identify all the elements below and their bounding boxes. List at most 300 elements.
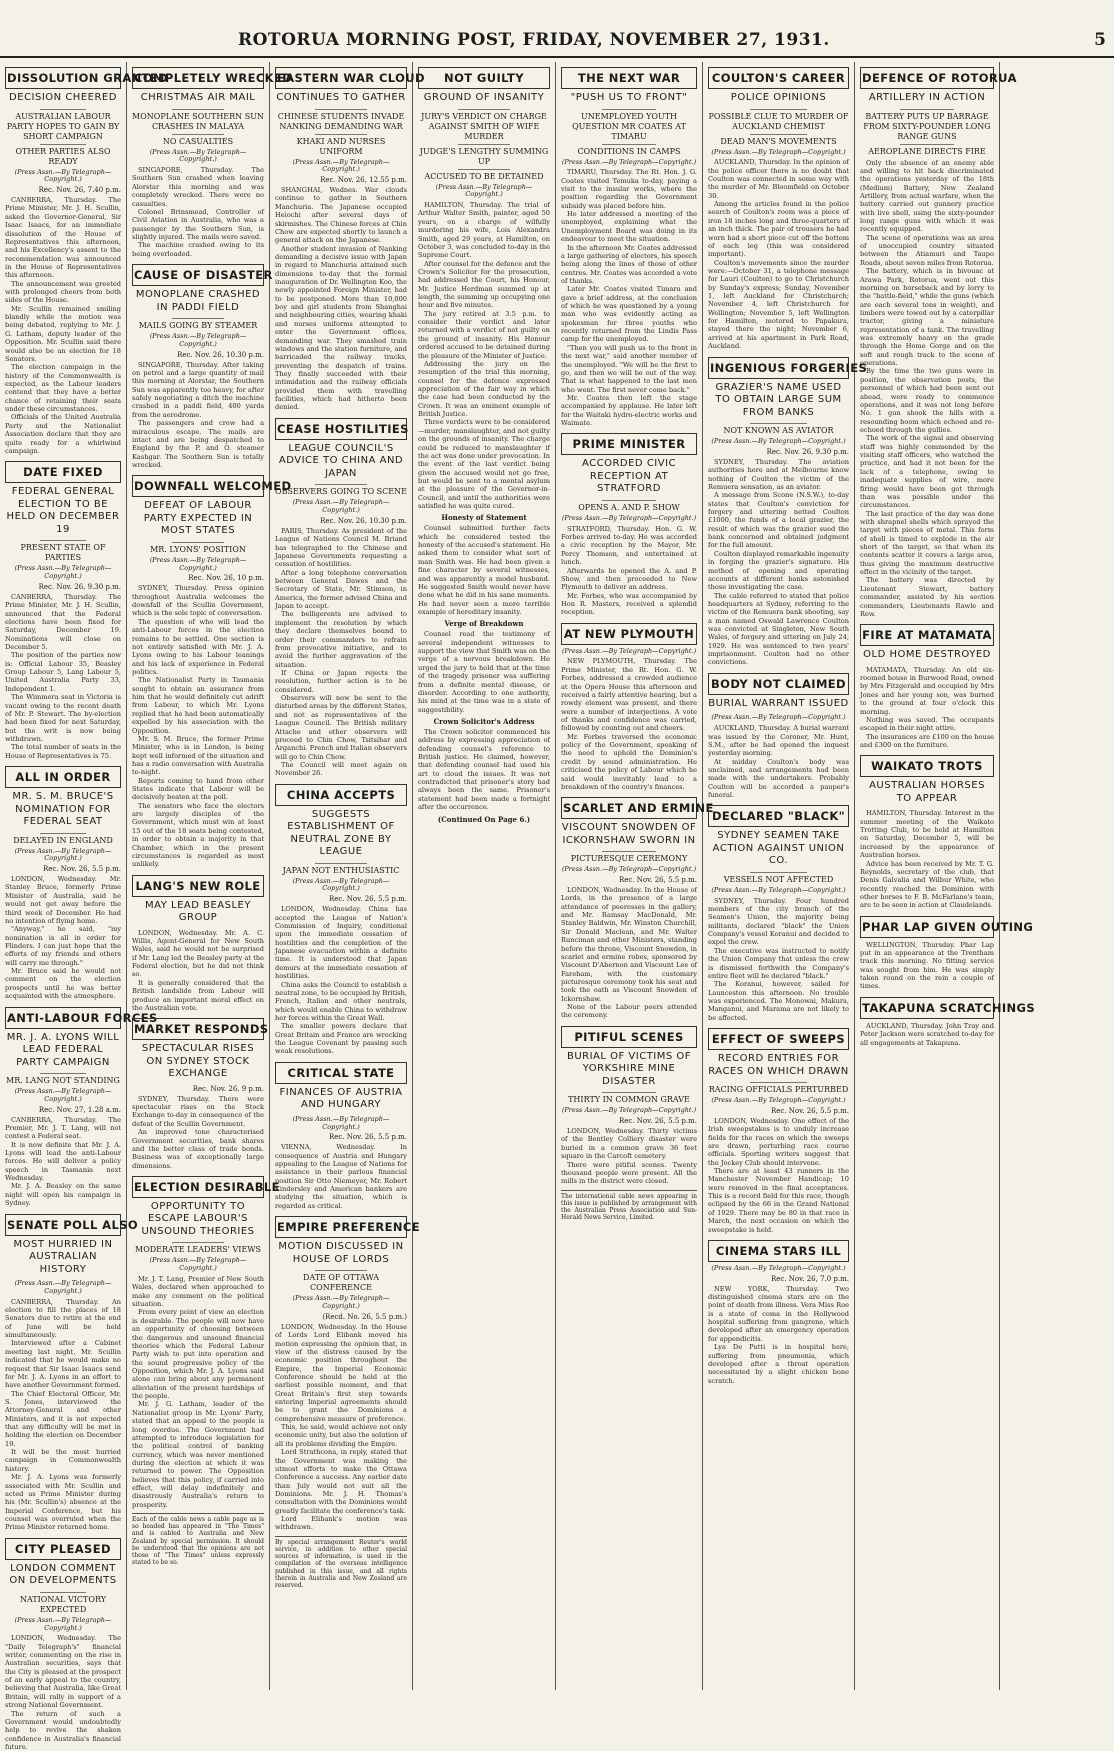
section-heading: Honesty of Statement <box>441 513 527 523</box>
article-paragraph: VIENNA, Wednesday. In consequence of Austria and Hungary appealing to the League of Nations for assistance in their parlous financial position Sir Otto Niemeyer, Mr. Robert Kindersley and American bankers are studying the situation, which is regarded as critical. <box>275 1143 407 1210</box>
subheading-divider <box>172 542 225 543</box>
article-paragraph: Officials of the United Australia Party and the Nationalist Association declare that they are quite ready for a whirlwind campaign. <box>5 413 121 455</box>
article-subheading: RACING OFFICIALS PERTURBED <box>708 1085 849 1095</box>
article-paragraph: AUCKLAND, Thursday. A burial warrant was issued by the Coroner, Mr. Hunt, S.M., after he had opened the inquest yesterday morning. <box>708 724 849 758</box>
received-dateline: Rec. Nov. 26, 7.0 p.m. <box>771 1274 849 1283</box>
received-dateline: Rec. Nov. 26, 5.5 p.m. <box>619 1117 697 1126</box>
article-paragraph: NEW YORK, Thursday. Two distinguished cinema stars are on the point of death from illness. Vera Miss Roe is a state of coma in the Hollywood hospital suffering from gangrene, which developed after an emergency operation for appendicitis. <box>708 1284 849 1343</box>
article <box>5 766 121 1000</box>
article-subheading: OLD HOME DESTROYED <box>863 649 991 661</box>
article <box>275 1062 407 1210</box>
article-subheading: SUGGESTS ESTABLISHMENT OF NEUTRAL ZONE BY LEAGUE <box>287 808 395 858</box>
article-paragraph: The question of who will lead the anti-Labour forces in the election remains to be settled. One section is not entirely satisfied with Mr. J. A. Lyons owing to his Labour leanings and his lack of experience in Federal politics. <box>132 617 264 676</box>
subheading-divider <box>315 109 368 110</box>
received-dateline: Rec. Nov. 26, 10.30 p.m. <box>320 516 407 525</box>
article-paragraph: LONDON, Wednesday. In the House of Lords, in the presence of a large attendance of peeresses in the gallery, and Mr. Ramsay MacDonald, Mr. Stanley Baldwin, Mr. Winston Churchill, Sir Donald Maclean, and Mr. Walter Runciman and other Ministers, standing before the throne, Viscount Snowden, in scarlet and ermine robes, sponsored by Viscount D'Abernon and Viscount Lee of Fareham, with the customary picturesque ceremony took his seat and took the oath as Viscount Snowden of Ickornshaw. <box>561 886 697 1003</box>
article-subheading: GRAZIER'S NAME USED TO OBTAIN LARGE SUM FROM BANKS <box>715 381 842 418</box>
received-dateline: Rec. Nov. 26, 5.5 p.m. <box>43 865 121 874</box>
newspaper-title: ROTORUA MORNING POST, FRIDAY, NOVEMBER 27, 1931. <box>238 30 830 50</box>
article-paragraph: Three verdicts were to be considered—murder, manslaughter, and not guilty on the grounds of insanity. The charge could be reduced to manslaughter if the act was done under provocation. In the event of the last verdict being given the accused would not go free, but would be sent to a mental asylum at the pleasure of the Governor-in-Council, and until the authorities were satisfied he was quite cured. <box>418 418 550 511</box>
article-subheading: SPECTACULAR RISES ON SYDNEY STOCK EXCHANGE <box>141 1043 255 1080</box>
article-paragraph: Lord Elibank's motion was withdrawn. <box>275 1515 407 1532</box>
article-paragraph: Coulton displayed remarkable ingenuity in forging the grazier's signature. His method of opening and operating accounts at different banks astonished those investigating the case. <box>708 549 849 592</box>
article-paragraph: He later addressed a meeting of the unemployed, explaining what the Unemployment Board was doing in its endeavour to meet the situation. <box>561 210 697 244</box>
article-subheading: POSSIBLE CLUE TO MURDER OF AUCKLAND CHEMIST <box>708 111 849 131</box>
columns-area <box>0 62 1114 1751</box>
article-paragraph: By the time the two guns were in position, the observation posts, the personnel of which had been sent out ahead, were ready to commence operations, and it was not long before No. 1 gun shook the hills with a resounding boom which echoed and re-echoed through the gullies. <box>860 367 994 434</box>
article-paragraph: Another student invasion of Nanking demanding a decisive issue with Japan in regard to Manchuria attained such dimensions to-day that the formal inauguration of Dr. Wellington Koo, the newly appointed Foreign Minister, had to be postponed. More than 10,000 boy and girl students from Shanghai and neighbouring cities, wearing khaki and nurses uniforms attempted to enter the Government offices, demanding war. They smashed train windows and the station furniture, and barricaded the railway tracks, preventing the despatch of trains. They finally succeeded with their intimidation and the railway officials provided them with travelling facilities, which had hitherto been denied. <box>275 244 407 412</box>
article-headline: EFFECT OF SWEEPS <box>708 1028 849 1050</box>
article-paragraph: Reports coming to hand from other States indicate that Labour will be decisively beaten at the poll. <box>132 776 264 802</box>
article-paragraph: "Anyway," he said, "my nomination is all in order for Flinders. I can just hope that the efforts of my friends and others will carry me through." <box>5 925 121 967</box>
press-credit: (Press Assn.—By Telegraph—Copyright.) <box>711 885 846 894</box>
subheading-divider <box>315 863 368 864</box>
article-paragraph: Mr. J. G. Latham, leader of the Nationalist group in Mr. Lyons' Party, stated that an appeal to the people is long overdue. The Government had attempted to introduce legislation for the political control of banking currency, which was never mentioned during the election at which it was returned to power. The Opposition believes that this policy, if carried into effect, will delay indefinitely and disastrously Australia's return to prosperity. <box>132 1400 264 1509</box>
article-paragraph: Observers will now be sent to the disturbed areas by the different States, and not as representatives of the League Council. The British military Attache and other observers will proceed to Chin Chow, Tsitsihar and Arganchi. French and Italian observers will go to Chin Chow. <box>275 694 407 761</box>
article-paragraph: Interviewed after a Cabinet meeting last night, Mr. Scullin indicated that he would make no request that Sir Isaac Isaacs send for Mr. J. A. Lyons in an effort to have another Government formed. <box>5 1339 121 1390</box>
subheading-divider <box>40 144 86 145</box>
article-headline: THE NEXT WAR <box>561 67 697 89</box>
press-credit: (Press Assn.—By Telegraph—Copyright.) <box>561 513 697 522</box>
column-4 <box>413 62 556 1690</box>
subheading-divider <box>602 144 656 145</box>
article-headline: EMPIRE PREFERENCE <box>275 1216 407 1238</box>
article-paragraph: The jury retired at 3.5 p.m. to consider their verdict and later returned with a verdict of not guilty on the ground of insanity. His Honour ordered accused to be detained during the pleasure of the Minister of Justice. <box>418 309 550 360</box>
received-dateline: Rec. Nov. 26, 7.40 p.m. <box>38 186 121 195</box>
press-credit: (Press Assn.—By Telegraph—Copyright.) <box>14 167 112 184</box>
received-dateline: Rec. Nov. 26, 9.30 p.m. <box>766 447 849 456</box>
article-subheading: CONTINUES TO GATHER <box>276 92 406 103</box>
article-paragraph: LONDON, Wednesday. China has accepted the League of Nation's Commission of Inquiry, conditional upon the immediate cessation of hostilities and the completion of the Japanese evacuation within a definite time. It is understood that Japan demurs at the immediate cessation of hostilities. <box>275 905 407 981</box>
article-subheading: BURIAL WARRANT ISSUED <box>708 697 849 709</box>
article-headline: ELECTION DESIRABLE <box>132 1176 264 1198</box>
received-dateline: Rec. Nov. 26, 9 p.m. <box>192 1084 264 1093</box>
press-credit: (Press Assn.—By Telegraph—Copyright.) <box>561 865 697 874</box>
article-headline: CITY PLEASED <box>5 1538 121 1560</box>
article-paragraph: CANBERRA, Thursday. The Prime Minister, Mr. J. H. Scullin, asked the Governor-General, Sir Isaac Isaacs, for an immediate dissolution of the House of Representatives this afternoon, and his Excellency's assent to the recommendation was announced in the House of Representatives this afternoon. <box>5 196 121 280</box>
article-headline: TAKAPUNA SCRATCHINGS <box>860 997 994 1019</box>
press-credit: (Press Assn.—By Telegraph—Copyright.) <box>14 564 112 581</box>
article-paragraph: Addressing the jury on the resumption of the trial this morning, counsel for the defence expressed appreciation of the fair way in which the case had been conducted by the Crown. It was an eminent example of British Justice. <box>418 359 550 419</box>
article-paragraph: The last practice of the day was done with shrapnel shells which sprayed the target with pieces of metal. This form of shell is timed to explode in the air short of the target, so that when its contents scatter it covers a large area, thus giving the maximum destructive effect in the vicinity of the target. <box>860 509 994 577</box>
article-headline: CRITICAL STATE <box>275 1062 407 1084</box>
article-subheading: SYDNEY SEAMEN TAKE ACTION AGAINST UNION CO. <box>712 830 845 867</box>
column-7 <box>855 62 1036 1690</box>
subheading-divider <box>172 318 225 319</box>
press-credit: (Press Assn.—By Telegraph—Copyright.) <box>292 157 390 174</box>
continued-note: (Continued On Page 6.) <box>437 814 531 824</box>
received-dateline: Rec. Nov. 26, 5.5 p.m. <box>329 895 407 904</box>
article-paragraph: The election campaign in the history of the Commonwealth is expected, as the Labour leaders contend that they have a better chance of retaining their seats under these circumstances. <box>5 363 121 414</box>
article <box>132 67 293 258</box>
article <box>132 1018 269 1170</box>
article-paragraph: LONDON, Wednesday. Thirty victims of the Bentley Colliery disaster were buried in a common grave 36 feet square in the Carcoft cemetery. <box>561 1127 697 1161</box>
article-paragraph: CANBERRA, Thursday. The Premier, Mr. J. T. Lang, will not contest a Federal seat. <box>5 1115 121 1141</box>
article <box>860 755 994 909</box>
press-credit: (Press Assn.—By Telegraph—Copyright.) <box>14 1087 112 1103</box>
article-subheading: JAPAN NOT ENTHUSIASTIC <box>282 865 400 875</box>
article-headline: DECLARED "BLACK" <box>708 805 849 827</box>
article-headline: EASTERN WAR CLOUD <box>275 67 407 89</box>
article-paragraph: Mr. Bruce said he would not comment on the election prospects until he was better acquainted with the atmosphere. <box>5 967 121 1001</box>
article-paragraph: AUCKLAND, Thursday. In the opinion of the police officer there is no doubt that Coulton was connected in some way with the murder of Mr. Bloomfield on October 30. <box>708 158 849 200</box>
press-credit: (Press Assn.—By Telegraph—Copyright.) <box>149 555 247 572</box>
article-paragraph: The battery was directed by Lieutenant Stewart, battery commander, assisted by his section commanders, Lieutenants Rawle and Rew. <box>860 576 994 618</box>
article-subheading: OTHER PARTIES ALSO READY <box>15 146 111 166</box>
article-subheading: DEAD MAN'S MOVEMENTS <box>720 136 837 146</box>
article-subheading: UNEMPLOYED YOUTH QUESTION MR COATES AT TIMARU <box>572 111 686 141</box>
article-headline: INGENIOUS FORGERIES <box>708 357 849 379</box>
subheading-divider <box>172 109 225 110</box>
article <box>561 623 697 792</box>
article-subheading: MAILS GOING BY STEAMER <box>138 321 258 331</box>
copyright-note: Each of the cable news a cable page as is so headed has appeared in "The Times" and is cabled to Australia and New Zealand by special permission. It should be understood that the opinions are not those of "The Times" unless expressly stated to be so. <box>132 1513 264 1566</box>
article <box>860 916 1034 991</box>
article-headline: DOWNFALL WELCOMED <box>132 475 264 497</box>
article-headline: DEFENCE OF ROTORUA <box>860 67 994 89</box>
article <box>275 1216 421 1589</box>
article-paragraph: Mr. Scullin remained smiling blandly while the motion was being debated, replying to Mr. J. G. Latham, deputy leader of the Opposition. Mr. Scullin said there would also be an election for 18 Senators. <box>5 304 121 363</box>
subheading-divider <box>40 1073 86 1074</box>
article-subheading: MOTION DISCUSSED IN HOUSE OF LORDS <box>278 1241 404 1265</box>
article-paragraph: Mr. Coates then left the stage accompanied by applause. He later left for the Waitaki hydro-electric works and Waimate. <box>561 394 697 428</box>
article <box>708 673 849 800</box>
subheading-divider <box>750 872 806 873</box>
article-subheading: VESSELS NOT AFFECTED <box>723 874 834 884</box>
press-credit: (Press Assn.—By Telegraph—Copyright.) <box>14 1615 112 1632</box>
article-subheading: BURIAL OF VICTIMS OF YORKSHIRE MINE DISASTER <box>566 1050 692 1087</box>
article-paragraph: Colonel Brinsmead, Controller of Civil Aviation in Australia, who was a passenger by the Southern Sun, is slightly injured. The mails were saved. <box>132 207 264 241</box>
article-headline: DISSOLUTION GRANTED <box>5 67 121 89</box>
masthead-rule <box>0 56 1114 58</box>
article-paragraph: Only the absence of an enemy able and willing to hit back discriminated the operations yesterday of the 18th (Medium) Battery, New Zealand Artillery, from actual warfare, when the battery carried out gunnery practice with live shell, using the sixty-pounder long range guns with which it was recently equipped. <box>860 158 994 234</box>
article-headline: NOT GUILTY <box>418 67 550 89</box>
article-headline: LANG'S NEW ROLE <box>132 875 264 897</box>
article-headline: FIRE AT MATAMATA <box>860 624 994 646</box>
received-dateline: Rec. Nov. 26, 9.30 p.m. <box>38 582 121 591</box>
article <box>418 67 550 824</box>
page-number: 5 <box>1094 30 1106 50</box>
article-paragraph: SYDNEY, Thursday. Four hundred members of the city branch of the Seamen's Union, the majority being militants, declared "black" the Union Company's vessel Koranui and decided to expel the crew. <box>708 896 849 947</box>
article-headline: ANTI-LABOUR FORCES <box>5 1007 121 1029</box>
copyright-note: By special arrangement Reuter's world service, in addition to other special sources of information, is used in the compilation of the overseas intelligence published in this issue, and all rights therein in Australia and New Zealand are reserved. <box>275 1536 407 1589</box>
article-paragraph: The Chief Electoral Officer, Mr. S. Jones, interviewed the Attorney-General and other Ministers, and it is not expected that any difficulty will be met in holding the election on December 19. <box>5 1389 121 1448</box>
article-subheading: JUDGE'S LENGTHY SUMMING UP <box>419 146 549 166</box>
subheading-divider <box>458 144 511 145</box>
article <box>5 1007 158 1208</box>
article-paragraph: Advice has been received by Mr. T. G. Reynolds, secretary of the club, that Denis Galvalia and Wilbur White, who recently reached the Dominion with other horses to F. B. McFarlane's team, are to be seen in action at Claudelands. <box>860 859 994 910</box>
article-paragraph: Mr. J. T. Lang, Premier of New South Wales, declared when approached to make any comment on the political situation. <box>132 1275 264 1309</box>
article-paragraph: SYDNEY, Thursday. Press opinion throughout Australia welcomes the downfall of the Scullin Government, which is the sole topic of conversation. <box>132 584 264 618</box>
article-subheading: POLICE OPINIONS <box>730 92 827 103</box>
subheading-divider <box>602 109 656 110</box>
article-paragraph: There are at least 43 runners in the Manchester November Handicap; 10 were removed in the final acceptances. This is a record field for this race, though eclipsed by the 66 in the Grand National of 1929. There may be 80 in that race in March, the next occasion on which the sweepstake is held. <box>708 1167 849 1234</box>
column-2 <box>127 62 293 1690</box>
article-paragraph: SYDNEY, Thursday. The aviation authorities here and at Melbourne know nothing of Coulton the victim of the Remuera sensation, as an aviator. <box>708 457 849 491</box>
article-headline: BODY NOT CLAIMED <box>708 673 849 695</box>
article-paragraph: LONDON, Wednesday. Mr. A. C. Willis, Agent-General for New South Wales, said he would not be surprised if Mr. Lang led the Beasley party at the Federal election, but he did not think so. <box>132 928 264 979</box>
article-paragraph: NEW PLYMOUTH, Thursday. The Prime Minister, the Rt. Hon. G. W. Forbes, addressed a crowded audience at the Opera House this afternoon and received a fairly attentive hearing, but a rowdy element was present, and there were a number of interjections. A vote of thanks and confidence was carried, followed by counting out and cheers. <box>561 657 697 733</box>
press-credit: (Press Assn.—By Telegraph—Copyright.) <box>292 876 390 893</box>
article-paragraph: SINGAPORE, Thursday. The Southern Sun crashed when leaving Alorstar this morning and was completely wrecked. There were no casualties. <box>132 166 264 208</box>
article-paragraph: SYDNEY, Thursday. There were spectacular rises on the Stock Exchange to-day in consequence of the defeat of the Scullin Government. <box>132 1094 264 1128</box>
article-paragraph: The return of such a Government would undoubtedly help to revive the shaken confidence in Australia's financial future. <box>5 1709 121 1751</box>
article <box>132 875 264 1013</box>
article-subheading: MONOPLANE CRASHED IN PADDI FIELD <box>135 289 261 313</box>
article-subheading: MR. LANG NOT STANDING <box>6 1076 120 1085</box>
article-paragraph: The machine crashed owing to its being overloaded. <box>132 241 264 258</box>
article-paragraph: SINGAPORE, Thursday. After taking on petrol and a large quantity of mail this morning at Alorstar, the Southern Sun was apparently too heavy, for after safely negotiating a ditch the machine crashed in a paddi field, 400 yards from the aerodrome. <box>132 360 264 419</box>
article-paragraph: At midday Coulton's body was unclaimed, and arrangements had been made with the undertakers. Probably Coulton will be accorded a pauper's funeral. <box>708 757 849 800</box>
subheading-divider <box>602 500 656 501</box>
article-subheading: AEROPLANE DIRECTS FIRE <box>868 146 986 156</box>
article-paragraph: The passengers and crew had a miraculous escape. The mails are intact and are being despatched to England by the P. and O. steamer Kashgar. The Southern Sun is totally wrecked. <box>132 419 264 469</box>
article-paragraph: It will be the most hurried campaign in Commonwealth history. <box>5 1448 121 1473</box>
subheading-divider <box>602 851 656 852</box>
article-subheading: LONDON COMMENT ON DEVELOPMENTS <box>9 1562 117 1587</box>
article-paragraph: The senators who face the electors are largely disciples of the Government, which must win at least 15 out of the 18 seats being contested, in order to obtain a majority in that Chamber, which in the present circumstances is regarded as most unlikely. <box>132 801 264 869</box>
subheading-divider <box>315 484 368 485</box>
article-paragraph: Mr. Forbes, who was accompanied by Hon R. Masters, received a splendid reception. <box>561 591 697 617</box>
article-paragraph: The scene of operations was an area of unoccupied country situated between the Atiamuri and Taupo Roads, about seven miles from Rotorua. <box>860 233 994 267</box>
article-paragraph: Counsel submitted further facts which he considered tested the honesty of the accused's statement. He asked them to consider what sort of man Smith was. He had been given a fine character by several witnesses, and was apparently a model husband. He suggested Smith would never have done what he did in his sane moments. He had never seen a more terrible example of hereditary insanity. <box>418 524 550 616</box>
article <box>708 67 849 351</box>
article-subheading: DATE OF OTTAWA CONFERENCE <box>302 1273 380 1293</box>
article-paragraph: Among the articles found in the police search of Coulton's room was a piece of iron 18 inches long and three-quarters of an inch thick. The pair of trousers he had worn had a short piece cut off the bottom of each leg (this was considered important). <box>708 200 849 259</box>
article <box>132 475 292 869</box>
press-credit: (Press Assn.—By Telegraph—Copyright.) <box>149 147 247 164</box>
subheading-divider <box>458 109 511 110</box>
section-heading: Crown Solicitor's Address <box>433 716 535 726</box>
article <box>561 67 697 427</box>
article-subheading: CHRISTMAS AIR MAIL <box>140 92 256 103</box>
article-subheading: RECORD ENTRIES FOR RACES ON WHICH DRAWN <box>708 1053 849 1077</box>
article-paragraph: Mr. S. M. Bruce, the former Prime Minister, who is in London, is being kept well informed of the situation and has a radio conversation with Australia to-night. <box>132 734 264 777</box>
press-credit: (Press Assn.—By Telegraph—Copyright.) <box>149 1256 247 1273</box>
press-credit: (Press Assn.—By Telegraph—Copyright.) <box>149 332 247 348</box>
received-dateline: Rec. Nov. 26, 5.5 p.m. <box>619 876 697 885</box>
article-paragraph: The executive was instructed to notify the Union Company that unless the crew is dismissed forthwith the Company's entire fleet will be declared "black." <box>708 946 849 980</box>
section-heading: Verge of Breakdown <box>444 619 524 629</box>
article-headline: SENATE POLL ALSO <box>5 1214 121 1236</box>
received-dateline: Rec. Nov. 26, 5.5 p.m. <box>771 1106 849 1115</box>
article-paragraph: The Council will meet again on November 26. <box>275 760 407 778</box>
article-headline: MARKET RESPONDS <box>132 1018 264 1040</box>
article-subheading: GROUND OF INSANITY <box>423 92 545 103</box>
article <box>708 1028 849 1234</box>
column-1 <box>0 62 169 1751</box>
subheading-divider <box>458 169 511 170</box>
article-subheading: DEFEAT OF LABOUR PARTY EXPECTED IN MOST STATES <box>143 500 253 537</box>
article-subheading: MR. J. A. LYONS WILL LEAD FEDERAL PARTY CAMPAIGN <box>6 1031 120 1068</box>
article-subheading: MAY LEAD BEASLEY GROUP <box>145 899 251 924</box>
article-paragraph: Lya De Putti is in hospital here, suffering from pneumonia, which developed after a throat operation necessitated by a slight chicken bone scratch. <box>708 1343 849 1385</box>
article-headline: DATE FIXED <box>5 461 121 483</box>
article <box>708 1240 849 1385</box>
article <box>860 67 1017 618</box>
subheading-divider <box>602 1092 656 1093</box>
article-subheading: MONOPLANE SOUTHERN SUN CRASHES IN MALAYA <box>132 111 264 131</box>
article-headline: WAIKATO TROTS <box>860 755 994 777</box>
article-paragraph: WELLINGTON, Thursday. Phar Lap put in an appearance at the Trentham track this morning. No fitting service was sought from him. He was simply taken round on the rein a couple of times. <box>860 940 994 991</box>
article-paragraph: TIMARU, Thursday. The Rt. Hon. J. G. Coates visited Temuka to-day, paying a visit to the insular works, where the position regarding the Government subsidy was placed before him. <box>561 168 697 210</box>
article-headline: AT NEW PLYMOUTH <box>561 623 697 645</box>
article-paragraph: The Wimmera seat in Victoria is vacant owing to the recent death of Mr. P. Stewart. The by-election had been fixed for next Saturday, but the writ is now being withdrawn. <box>5 693 121 743</box>
press-credit: (Press Assn.—By Telegraph—Copyright.) <box>711 147 846 156</box>
article-paragraph: LONDON, Wednesday. The "Daily Telegraph's" financial writer, commenting on the rise in Australian securities, says that the City is pleased at the prospect of an early appeal to the country, believing that Australia, like Great Britain, will rally in support of a strong National Government. <box>5 1634 121 1710</box>
subheading-divider <box>40 109 86 110</box>
article-subheading: NO CASUALTIES <box>162 136 234 146</box>
article-paragraph: "Then you will push us to the front in the next war," said another member of the unemployed. "We will be the first to go, and then we will be out of the way. That is what happened to the last men who went. The first never come back." <box>561 343 697 394</box>
article-paragraph: Later Mr. Coates visited Timaru and gave a brief address, at the conclusion of which he was questioned by a young man who was evidently acting as spokesman for three youths who recently returned from the Lindis Pass camp for the unemployed. <box>561 285 697 344</box>
article-subheading: CHINESE STUDENTS INVADE NANKING DEMANDING WAR <box>277 111 405 131</box>
press-credit: (Press Assn.—By Telegraph—Copyright.) <box>292 1294 390 1310</box>
article-paragraph: Mr. J. A. Lyons was formerly associated with Mr. Scullin and acted as Prime Minister during his (Mr. Scullin's) absence at the Imperial Conference, but his counsel was overruled when the Prime Minister returned home. <box>5 1473 121 1532</box>
article <box>5 1214 139 1532</box>
press-credit: (Press Assn.—By Telegraph—Copyright.) <box>561 157 697 166</box>
article <box>5 67 169 455</box>
article-paragraph: CANBERRA, Thursday. The Prime Minister, Mr. J. H. Scullin, announced that the Federal elections have been fixed for Saturday, December 19. Nominations will close on December 5. <box>5 592 121 651</box>
article-headline: CEASE HOSTILITIES <box>275 418 407 440</box>
column-8 <box>1000 62 1114 1690</box>
article-paragraph: After counsel for the defence and the Crown's Solicitor for the prosecution, had addressed the Court, his Honour, Mr. Justice Herdman summed up at length, the summing up occupying one hour and five minutes. <box>418 259 550 310</box>
article-subheading: CONDITIONS IN CAMPS <box>577 146 681 156</box>
subheading-divider <box>750 134 806 135</box>
article-paragraph: It is now definite that Mr. J. A. Lyons will lead the anti-Labour forces. He will deliver a policy speech in Tasmania next Wednesday. <box>5 1140 121 1183</box>
article-headline: SCARLET AND ERMINE <box>561 797 697 819</box>
article-paragraph: LONDON, Wednesday. In the House of Lords Lord Elibank moved his motion expressing the opinion that, in view of the distress caused by the economic position throughout the Empire, the Imperial Economic Conference should be held at the earliest possible moment, and that Great Britain's first step towards entering Imperial agreements should be to grant the Dominions a comprehensive measure of preference. <box>275 1322 407 1423</box>
article-paragraph: CANBERRA, Thursday. An election to fill the places of 18 Senators due to retire at the end of June will be held simultaneously. <box>5 1297 121 1340</box>
article <box>561 1026 697 1222</box>
subheading-divider <box>172 1242 225 1243</box>
article-subheading: LEAGUE COUNCIL'S ADVICE TO CHINA AND JAPAN <box>278 442 404 479</box>
press-credit: (Press Assn.—By Telegraph—Copyright.) <box>711 1096 846 1105</box>
article <box>708 357 868 667</box>
article-headline: PHAR LAP GIVEN OUTING <box>860 916 994 938</box>
article <box>275 67 425 412</box>
subheading-divider <box>315 1270 368 1271</box>
subheading-divider <box>900 144 954 145</box>
article-paragraph: PARIS, Thursday. As president of the League of Nations Council M. Briand has telegraphed to the Chinese and Japanese Governments requesting a cessation of hostilities. <box>275 526 407 569</box>
article-paragraph: The battery, which is in bivouac at Arawa Park, Rotorua, went out this morning on horseback and by lorry to the "battle-field," while the guns (which are each several tons in weight), and limbers were towed out by a caterpillar tractor, giving a miniature representation of a tank. The travelling was extremely heavy on the grade through the Home Gorge and on the soft and rough track to the scene of operations. <box>860 267 994 368</box>
article-paragraph: The total number of seats in the House of Representatives is 75. <box>5 743 121 760</box>
article <box>5 1538 121 1751</box>
article-paragraph: In the afternoon Mr. Coates addressed a large gathering of electors, his speech being along the lines of those of other centres. Mr. Coates was accorded a vote of thanks. <box>561 243 697 285</box>
article-paragraph: The Crown solicitor commenced his address by expressing appreciation of defending counsel's reference to British justice. He claimed, however, that defending counsel had used his art to cloud the issues. It was not contradicted that prisoner's story had always been the same. Prisoner's statement had been made a fortnight after the occurrence. <box>418 727 550 812</box>
article <box>561 797 714 1020</box>
article-paragraph: LONDON, Wednesday. One effect of the Irish sweepstakes is to unduly increase fields for the races on which the sweeps are drawn, perturbing race course officials. Sporting writers suggest that the Jockey Club should intervene. <box>708 1116 849 1167</box>
article-subheading: DELAYED IN ENGLAND <box>13 835 113 845</box>
article-paragraph: Counsel read the testimony of several independent witnesses to support the view that Smith was on the verge of a nervous breakdown. He urged the jury to hold that at the time of the tragedy prisoner was suffering from a definite mental disease, or disorder. According to one authority, his mind at the time was in a state of suggestibility. <box>418 630 550 714</box>
copyright-note: The international cable news appearing in this issue is published by arrangement with the Australian Press Association and Sun-Herald News Service, Limited. <box>561 1190 697 1222</box>
article-paragraph: After a long telephone conversation between General Dawes and the Secretary of State, Mr. Stimson, in America, the former advised China and Japan to accept. <box>275 568 407 611</box>
article-paragraph: If China or Japan rejects the resolution, further action is to be considered. <box>275 669 407 694</box>
article-subheading: FEDERAL GENERAL ELECTION TO BE HELD ON DECEMBER 19 <box>6 486 120 535</box>
article-paragraph: An improved tone characterised Government securities, bank shares and the better class of trade bonds. Business was of exceptionally large dimensions. <box>132 1128 264 1170</box>
article-subheading: MODERATE LEADERS' VIEWS <box>135 1245 261 1255</box>
article-paragraph: The Nationalist Party in Tasmania sought to obtain an assurance from him that he would definitely cut adrift from Labour, to which Mr. Lyons replied that he had been automatically expelled by his association with the Opposition. <box>132 676 264 735</box>
article-subheading: NOT KNOWN AS AVIATOR <box>723 426 834 436</box>
article-paragraph: There were pitiful scenes. Twenty thousand people were present. All the mills in the district were closed. <box>561 1160 697 1186</box>
article-paragraph: China asks the Council to establish a neutral zone, to be occupied by British, French, Italian and other neutrals, which would enable China to withdraw her forces within the Great Wall. <box>275 980 407 1022</box>
article-paragraph: Nothing was saved. The occupants escaped in their night attire. <box>860 715 994 733</box>
article-subheading: MOST HURRIED IN AUSTRALIAN HISTORY <box>13 1238 113 1275</box>
article-paragraph: The announcement was greeted with prolonged cheers from both sides of the House. <box>5 279 121 305</box>
article-paragraph: STRATFORD, Thursday. Hon. G. W. Forbes arrived to-day. He was accorded a civic reception by the Mayor, Mr. Percy Thomson, and entertained at lunch. <box>561 524 697 567</box>
article-paragraph: MATAMATA, Thursday. An old six-roomed house in Burwood Road, owned by Mrs Fitzgerald and occupied by Mrs Jones and her young son, was burned to the ground at four o'clock this morning. <box>860 665 994 716</box>
article <box>860 624 994 749</box>
subheading-divider <box>40 833 86 834</box>
subheading-divider <box>900 109 954 110</box>
received-dateline: Rec. Nov. 26, 10.30 p.m. <box>177 350 264 359</box>
article-paragraph: SHANGHAI, Wednes. War clouds continue to gather in Southern Manchuria. The Japanese occupied Heiochi after several days of skirmishes. The Chinese forces at Chin Chow are expected shortly to launch a general attack on the Japanese. <box>275 186 407 245</box>
article-headline: CAUSE OF DISASTER <box>132 264 264 286</box>
press-credit: (Press Assn.—By Telegraph—Copyright.) <box>14 846 112 863</box>
article-headline: CHINA ACCEPTS <box>275 784 407 806</box>
article-subheading: KHAKI AND NURSES UNIFORM <box>296 136 386 156</box>
article-subheading: OBSERVERS GOING TO SCENE <box>275 487 407 497</box>
press-credit: (Press Assn.—By Telegraph—Copyright.) <box>435 182 533 199</box>
received-dateline: Rec. Nov. 26, 5.5 p.m. <box>329 1133 407 1142</box>
article-subheading: PRESENT STATE OF PARTIES <box>20 543 106 563</box>
article-paragraph: It is generally considered that the British landslide from Labour will produce an important moral effect on the Australian vote. <box>132 978 264 1012</box>
article-subheading: ARTILLERY IN ACTION <box>868 92 986 103</box>
article-headline: COULTON'S CAREER <box>708 67 849 89</box>
press-credit: (Press Assn.—By Telegraph—Copyright.) <box>711 713 846 722</box>
article-subheading: OPPORTUNITY TO ESCAPE LABOUR'S UNSOUND THEORIES <box>141 1200 255 1237</box>
article-paragraph: The belligerents are advised to implement the resolution by which they declare themselves bound to order their commanders to refrain from provocative initiative, and to avoid the further aggravation of the situation. <box>275 610 407 669</box>
article-paragraph: The insurances are £100 on the house and £300 on the furniture. <box>860 732 994 749</box>
received-dateline: Rec. Nov. 26, 10 p.m. <box>188 574 264 583</box>
article-paragraph: The position of the parties now is: Official Labour 35, Beasley Group Labour 5, Lang Labour 5, United Australia Party 33, Independent 1. <box>5 651 121 693</box>
masthead <box>0 0 1114 62</box>
article-paragraph: The Koranui, however, sailed for Launceston this afternoon. No trouble was experienced. The Monowai, Makura, Manganui, and Marama are not likely to be affected. <box>708 980 849 1022</box>
article-subheading: MR. S. M. BRUCE'S NOMINATION FOR FEDERAL SEAT <box>12 791 114 828</box>
subheading-divider <box>172 134 225 135</box>
article <box>561 433 697 616</box>
article-headline: PRIME MINISTER <box>561 433 697 455</box>
subheading-divider <box>750 423 806 424</box>
subheading-divider <box>750 1082 806 1083</box>
press-credit: (Press Assn.—By Telegraph—Copyright.) <box>292 1114 390 1131</box>
subheading-divider <box>40 540 86 541</box>
article-paragraph: A message from Scone (N.S.W.), to-day states that Coulton's conviction for forgery and uttering netted Coulton £1000, the funds of a local grazier, the result of which was the grazier sued the bank concerned and obtained judgment for the full amount. <box>708 491 849 550</box>
article <box>132 1176 280 1567</box>
column-5 <box>556 62 714 1690</box>
article-paragraph: AUCKLAND, Thursday. John Tray and Peter Jackson were scratched to-day for all engagements at Takapuna. <box>860 1021 994 1047</box>
article-paragraph: Lord Strathcona, in reply, stated that the Government was making the utmost efforts to make the Ottawa Conference a success. Any earlier date than July would not suit all the Dominions. Mr. J. H. Thomas's consultation with the Dominions would greatly facilitate the conference's task. <box>275 1448 407 1515</box>
article-paragraph: The cable referred to stated that police headquarters at Sydney, referring to the victim of the Remuera bank shooting, say a man named Oswald Lawrence Coulton was convicted at Singleton, New South Wales, of forgery and uttering on July 24, 1929. He was sentenced to two years' imprisonment. Coulton had no other convictions. <box>708 591 849 667</box>
article <box>860 997 1036 1047</box>
received-dateline: Rec. Nov. 27, 1.28 a.m. <box>38 1105 121 1114</box>
article-paragraph: Mr. J. A. Beasley on the same night will open his campaign in Sydney. <box>5 1182 121 1208</box>
article-subheading: MR. LYONS' POSITION <box>150 544 246 554</box>
article-subheading: JURY'S VERDICT ON CHARGE AGAINST SMITH OF WIFE MURDER <box>421 111 547 141</box>
subheading-divider <box>315 134 368 135</box>
article <box>708 805 849 1022</box>
article-subheading: AUSTRALIAN HORSES TO APPEAR <box>869 780 985 804</box>
article-headline: COMPLETELY WRECKED <box>132 67 264 89</box>
press-credit: (Press Assn.—By Telegraph—Copyright.) <box>711 437 846 446</box>
article <box>132 264 273 469</box>
article-subheading: PICTURESQUE CEREMONY <box>570 854 688 864</box>
press-credit: (Press Assn.—By Telegraph—Copyright.) <box>561 646 697 655</box>
article-subheading: "PUSH US TO FRONT" <box>570 92 688 103</box>
press-credit: (Press Assn.—By Telegraph—Copyright.) <box>14 1279 112 1295</box>
article-headline: CINEMA STARS ILL <box>708 1240 849 1262</box>
received-dateline: (Recd. No. 26, 5.5 p.m.) <box>322 1312 407 1321</box>
article-headline: ALL IN ORDER <box>5 766 121 788</box>
